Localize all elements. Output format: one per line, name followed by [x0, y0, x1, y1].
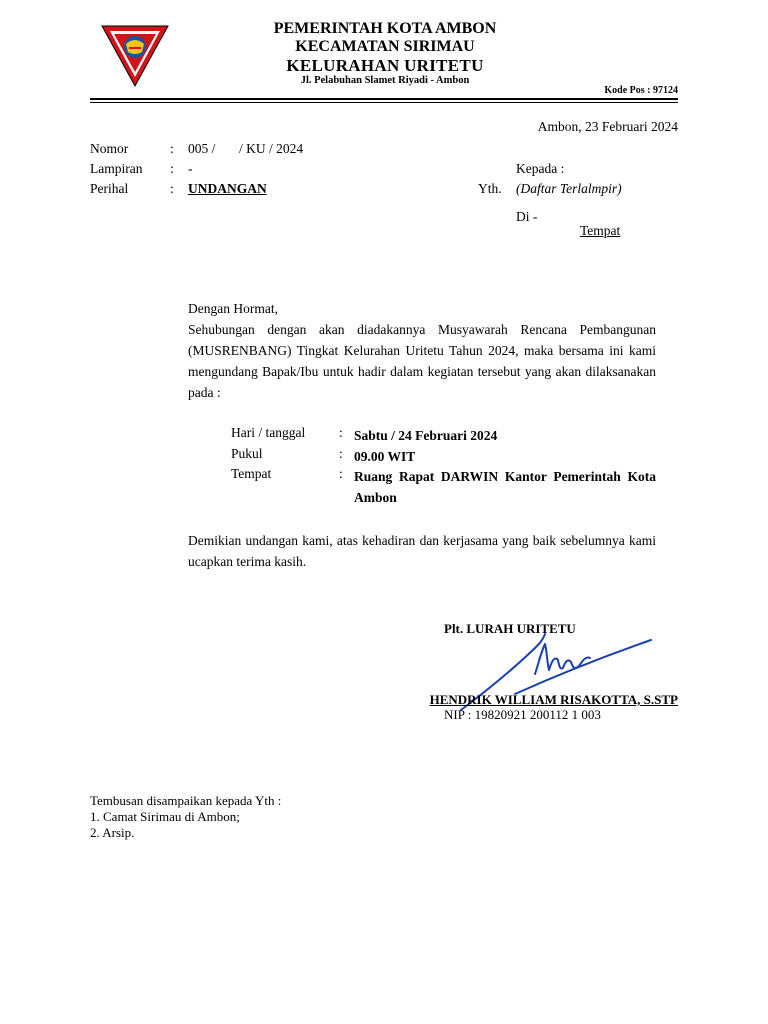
letterhead-village: KELURAHAN URITETU	[286, 56, 484, 75]
time-label: Pukul	[231, 446, 263, 461]
header-divider-thick	[90, 98, 678, 100]
perihal-colon: :	[170, 181, 174, 196]
city-emblem-icon	[100, 22, 170, 88]
postal-code: Kode Pos : 97124	[604, 85, 678, 96]
cc-item: 1. Camat Sirimau di Ambon;	[90, 809, 240, 824]
letterhead-address: Jl. Pelabuhan Slamet Riyadi - Ambon	[300, 75, 470, 86]
day-value: Sabtu / 24 Februari 2024	[354, 428, 498, 443]
nomor-value: 005 / / KU / 2024	[188, 141, 304, 156]
time-value: 09.00 WIT	[354, 449, 416, 464]
lampiran-label: Lampiran	[90, 161, 143, 176]
tempat-label: Tempat	[580, 223, 621, 238]
signatory-title: Plt. LURAH URITETU	[444, 621, 576, 636]
yth-label: Yth.	[478, 181, 502, 196]
lampiran-colon: :	[170, 161, 174, 176]
lampiran-value: -	[188, 161, 193, 176]
signatory-name: HENDRIK WILLIAM RISAKOTTA, S.STP	[429, 692, 678, 707]
nomor-label: Nomor	[90, 141, 129, 156]
time-colon: :	[339, 446, 343, 461]
kepada-label: Kepada :	[516, 161, 565, 176]
place-colon: :	[339, 466, 343, 481]
body-paragraph: Sehubungan dengan akan diadakannya Musyawarah Rencana Pembangunan (MUSRENBANG) Tingkat Kelurahan Uritetu Tahun 2024, maka bersama ini kami mengundang Bapak/Ibu untuk hadir dalam kegiatan tersebut yang akan dilaksanakan pada :	[188, 322, 656, 400]
place-value: Ruang Rapat DARWIN Kantor Pemerintah Kota Ambon	[354, 469, 656, 505]
letterhead-district: KECAMATAN SIRIMAU	[295, 38, 475, 55]
nomor-colon: :	[170, 141, 174, 156]
letterhead-government: PEMERINTAH KOTA AMBON	[273, 20, 497, 37]
day-colon: :	[339, 425, 343, 440]
day-label: Hari / tanggal	[231, 425, 306, 440]
di-label: Di -	[516, 209, 538, 224]
cc-heading: Tembusan disampaikan kepada Yth :	[90, 793, 282, 808]
recipient-list: (Daftar Terlalmpir)	[516, 181, 622, 196]
signatory-nip: NIP : 19820921 200112 1 003	[444, 707, 601, 722]
closing-paragraph: Demikian undangan kami, atas kehadiran dan kerjasama yang baik sebelumnya kami ucapkan terima kasih.	[188, 533, 656, 569]
header-divider-thin	[90, 102, 678, 103]
place-label: Tempat	[231, 466, 272, 481]
perihal-value: UNDANGAN	[188, 181, 267, 196]
perihal-label: Perihal	[90, 181, 129, 196]
cc-item: 2. Arsip.	[90, 825, 135, 840]
greeting: Dengan Hormat,	[188, 301, 278, 316]
place-date: Ambon, 23 Februari 2024	[537, 119, 678, 134]
